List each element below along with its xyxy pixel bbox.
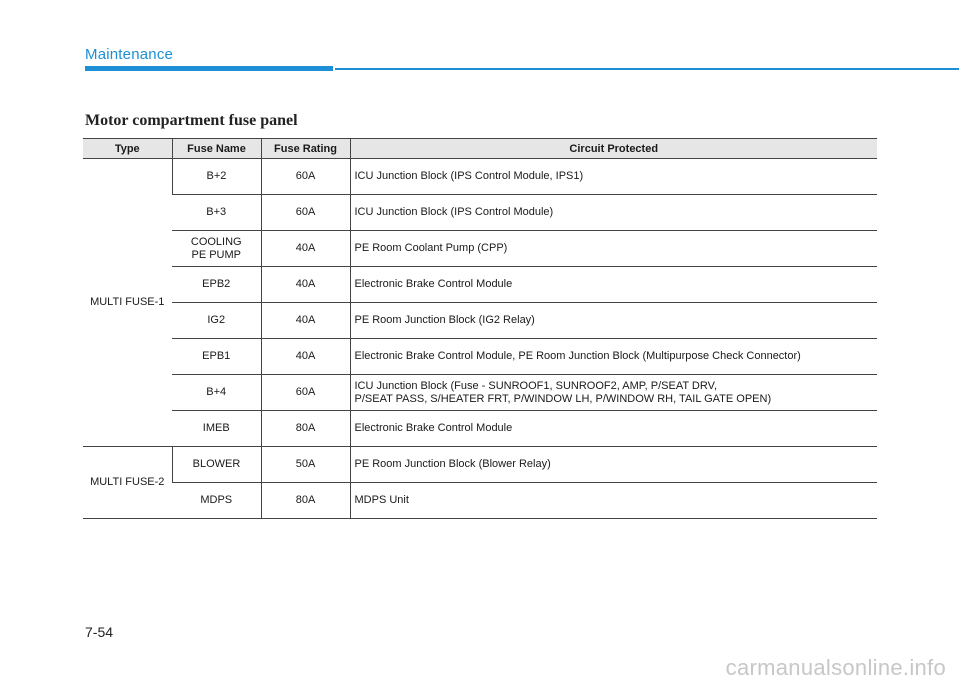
table-row [83,411,877,447]
fuse-name-cell: B+2 [172,159,261,195]
fuse-name-cell: B+4 [172,375,261,411]
header-rule-thin [335,68,959,70]
column-header-type: Type [83,139,172,159]
circuit-protected-cell: PE Room Coolant Pump (CPP) [350,231,877,267]
table-header-row [83,139,877,159]
fuse-rating-cell: 50A [261,447,350,483]
circuit-protected-cell: ICU Junction Block (IPS Control Module, IPS1) [350,159,877,195]
circuit-protected-cell: Electronic Brake Control Module [350,267,877,303]
page-title: Motor compartment fuse panel [85,112,298,129]
table-row [83,231,877,267]
circuit-protected-cell: ICU Junction Block (IPS Control Module) [350,195,877,231]
table-row [83,195,877,231]
section-header: Maintenance [85,46,174,63]
fuse-rating-cell: 40A [261,267,350,303]
table-row [83,483,877,519]
column-header-circuit: Circuit Protected [350,139,877,159]
table-row [83,303,877,339]
table-row [83,159,877,195]
fuse-rating-cell: 40A [261,339,350,375]
circuit-protected-cell: PE Room Junction Block (IG2 Relay) [350,303,877,339]
fuse-name-cell: BLOWER [172,447,261,483]
fuse-rating-cell: 60A [261,159,350,195]
fuse-name-cell: IMEB [172,411,261,447]
header-rule-thick [85,66,333,71]
fuse-table-body [83,159,877,519]
fuse-name-cell: EPB1 [172,339,261,375]
fuse-rating-cell: 80A [261,411,350,447]
circuit-protected-cell: MDPS Unit [350,483,877,519]
fuse-name-cell: MDPS [172,483,261,519]
watermark: carmanualsonline.info [725,655,946,680]
fuse-rating-cell: 40A [261,231,350,267]
circuit-protected-cell: Electronic Brake Control Module [350,411,877,447]
circuit-protected-cell: Electronic Brake Control Module, PE Room Junction Block (Multipurpose Check Connector) [350,339,877,375]
fuse-type-cell: MULTI FUSE-1 [83,159,172,447]
table-row [83,447,877,483]
fuse-name-cell: IG2 [172,303,261,339]
column-header-fuse-name: Fuse Name [172,139,261,159]
table-row [83,375,877,411]
fuse-rating-cell: 60A [261,195,350,231]
fuse-table [83,138,877,519]
fuse-rating-cell: 60A [261,375,350,411]
page-number: 7-54 [85,624,114,640]
table-row [83,339,877,375]
fuse-name-cell: B+3 [172,195,261,231]
fuse-rating-cell: 40A [261,303,350,339]
circuit-protected-cell: PE Room Junction Block (Blower Relay) [350,447,877,483]
circuit-protected-cell: ICU Junction Block (Fuse - SUNROOF1, SUNROOF2, AMP, P/SEAT DRV, P/SEAT PASS, S/HEATER FRT, P/WINDOW LH, P/WINDOW RH, TAIL GATE OPEN) [350,375,877,411]
column-header-fuse-rating: Fuse Rating [261,139,350,159]
fuse-rating-cell: 80A [261,483,350,519]
fuse-type-cell: MULTI FUSE-2 [83,447,172,519]
table-row [83,267,877,303]
fuse-name-cell: EPB2 [172,267,261,303]
fuse-name-cell: COOLING PE PUMP [172,231,261,267]
